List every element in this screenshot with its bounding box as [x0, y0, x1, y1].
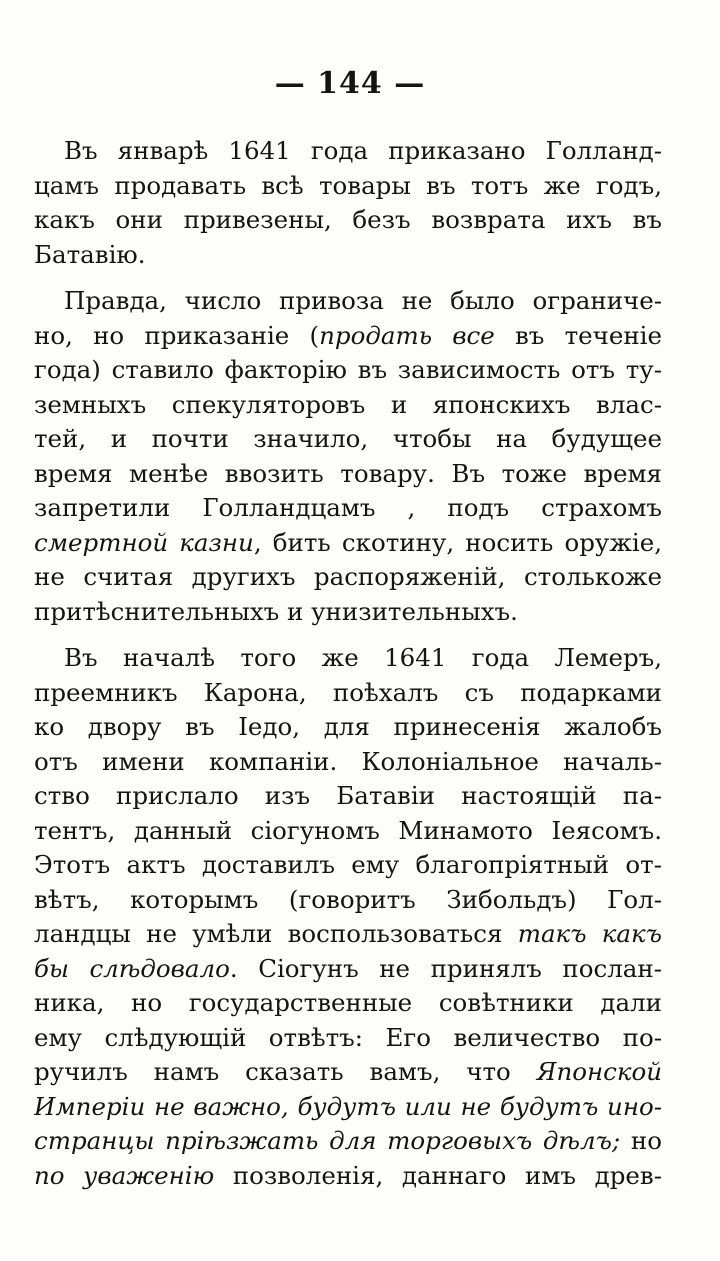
italic-text: смертной казни [34, 527, 254, 557]
text-line: Батавію. [34, 239, 146, 269]
text-line: тентъ, данный сіогуномъ Минамото Іеясомъ. [34, 815, 662, 845]
italic-text: продать все [319, 320, 495, 350]
text-line: по уваженію позволенія, даннаго имъ древ- [34, 1160, 662, 1190]
page-number: — 144 — [274, 66, 426, 101]
text-line: ему слѣдующій отвѣтъ: Его величество по- [34, 1022, 662, 1052]
text-line [34, 1090, 662, 1125]
text-line: но, но приказаніе (продать все въ теченіе [34, 320, 662, 350]
text-line: Въ январѣ 1641 года приказано Голланд- [64, 136, 662, 165]
italic-text: по уваженію [34, 1160, 215, 1190]
text-line: ство прислало изъ Батавіи настоящій па- [34, 781, 662, 810]
text-line: не считая другихъ распоряженій, столькоже [34, 562, 662, 591]
text-line: какъ они привезены, безъ возврата ихъ въ [34, 205, 662, 234]
text-line: странцы пріѣзжать для торговыхъ дѣлъ; но [34, 1126, 662, 1155]
page-text [34, 134, 662, 1193]
text-line: смертной казни, бить скотину, носить оружіе, [34, 527, 662, 557]
text-line: запретили Голландцамъ , подъ страхомъ [34, 493, 662, 522]
text-line: ко двору въ Іедо, для принесенія жалобъ [34, 712, 662, 741]
text-line: цамъ продавать всѣ товары въ тотъ же годъ, [34, 170, 662, 200]
text-line: года) ставило факторію въ зависимость отъ ту- [34, 355, 662, 384]
text-line: бы слѣдовало. Сіогунъ не принялъ послан- [34, 953, 662, 983]
text-line: время менѣе ввозить товару. Въ тоже время [34, 458, 662, 488]
italic-text: Имперіи не важно, будутъ или не будутъ ино- [34, 1091, 662, 1121]
text-line: преемникъ Карона, поѣхалъ съ подарками [34, 677, 662, 707]
text-line: Этотъ актъ доставилъ ему благопріятный от- [34, 850, 662, 879]
text-line: вѣтъ, которымъ (говоритъ Зибольдъ) Гол- [34, 884, 662, 914]
text-line: земныхъ спекуляторовъ и японскихъ влас- [34, 389, 662, 419]
text-line: Правда, число привоза не было ограниче- [64, 286, 662, 315]
text-line: ручилъ намъ сказать вамъ, что Японской [34, 1057, 662, 1086]
text-line: ландцы не умѣли воспользоваться такъ какъ [34, 919, 662, 948]
text-line: тей, и почти значило, чтобы на будущее [34, 424, 662, 453]
text-line: ника, но государственные совѣтники дали [34, 988, 662, 1017]
text-line: притѣснительныхъ и унизительныхъ. [34, 596, 518, 626]
italic-text: такъ какъ [517, 919, 662, 948]
italic-text: бы слѣдовало [34, 953, 230, 983]
text-line: отъ имени компаніи. Колоніальное началь- [34, 746, 662, 776]
italic-text: странцы пріѣзжать для торговыхъ дѣлъ; [34, 1126, 621, 1155]
text-line: Въ началѣ того же 1641 года Лемеръ, [64, 643, 662, 672]
italic-text: Японской [536, 1057, 662, 1086]
